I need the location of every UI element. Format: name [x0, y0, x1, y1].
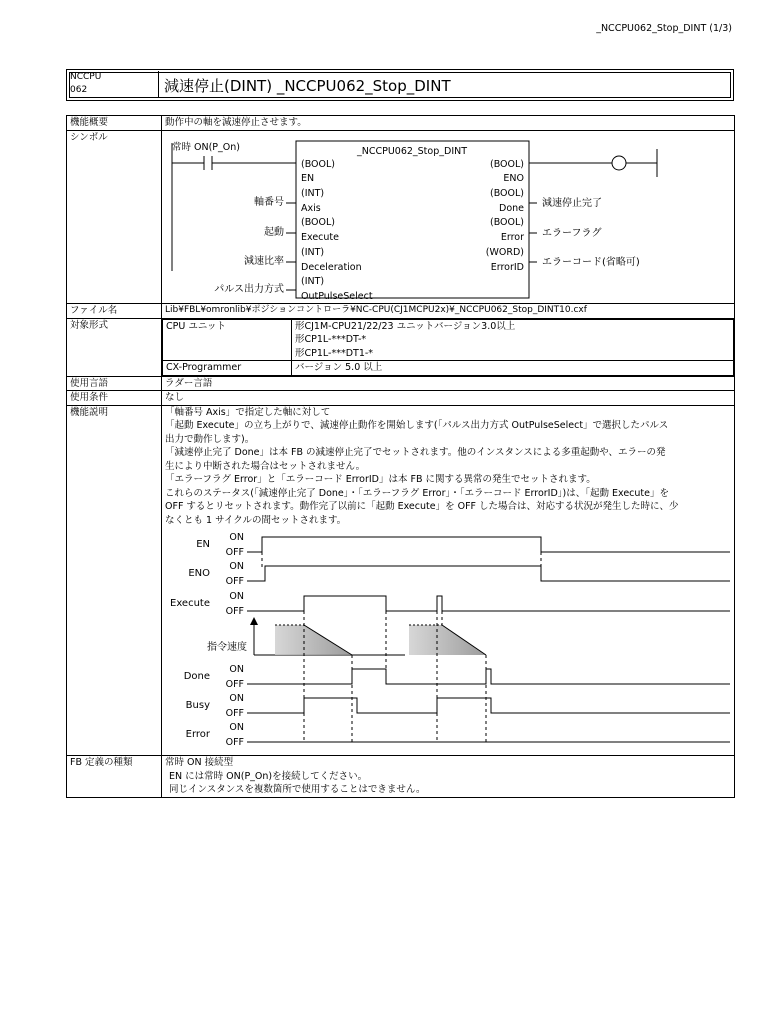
signal-label-en: EN	[196, 539, 210, 550]
fb-type-line: EN には常時 ON(P_On)を接続してください。	[169, 770, 368, 782]
speed-arrow-icon	[250, 617, 258, 625]
symbol-label: シンボル	[67, 130, 162, 304]
language-row	[67, 376, 735, 391]
input-name-execute: Execute	[301, 231, 339, 243]
title-box	[66, 69, 734, 101]
off-label: OFF	[225, 547, 244, 558]
speed-label: 指令速度	[207, 642, 247, 653]
target-row	[67, 318, 735, 376]
cpu-label: CPU ユニット	[163, 319, 292, 361]
output-label-error: エラーフラグ	[542, 227, 602, 239]
off-label: OFF	[225, 679, 244, 690]
description-line: OFF するとリセットされます。動作完了以前に「起動 Execute」を OFF した場合は、対応する状況が発生した時に、少	[165, 501, 679, 512]
page-header: _NCCPU062_Stop_DINT (1/3)	[596, 23, 732, 34]
output-type-error: (BOOL)	[489, 216, 524, 228]
off-label: OFF	[225, 737, 244, 748]
description-line: 「軸番号 Axis」で指定した軸に対して	[165, 406, 331, 418]
output-label-errorid: エラーコード(省略可)	[542, 256, 640, 268]
off-label: OFF	[225, 606, 244, 617]
language-text: ラダー言語	[162, 376, 735, 391]
signal-wave-execute	[247, 596, 730, 611]
description-line: なくとも 1 サイクルの間セットされます。	[165, 514, 347, 526]
cpu-line: 形CP1L-***DT1-*	[295, 347, 374, 359]
signal-label-execute: Execute	[170, 598, 210, 609]
on-label: ON	[229, 591, 244, 602]
on-label: ON	[229, 693, 244, 704]
on-label: ON	[229, 561, 244, 572]
cx-text: バージョン 5.0 以上	[292, 361, 734, 376]
signal-wave-done	[247, 669, 730, 684]
file-row	[67, 304, 735, 319]
output-name-eno: ENO	[503, 172, 524, 184]
input-type-pulse: (INT)	[301, 275, 325, 287]
signal-label-error: Error	[185, 729, 210, 740]
description-row	[67, 405, 735, 756]
output-name-error: Error	[500, 231, 524, 243]
symbol-row	[67, 130, 735, 304]
conditions-text: なし	[162, 391, 735, 406]
cx-label: CX-Programmer	[163, 361, 292, 376]
off-label: OFF	[225, 708, 244, 719]
cpu-line: 形CP1L-***DT-*	[295, 334, 367, 345]
input-type-axis: (INT)	[301, 187, 325, 199]
input-name-en: EN	[301, 172, 315, 184]
fb-type-line: 常時 ON 接続型	[165, 757, 234, 768]
description-label: 機能説明	[67, 405, 162, 756]
input-type-en: (BOOL)	[301, 158, 336, 170]
language-label: 使用言語	[67, 376, 162, 391]
input-label-decel: 減速比率	[244, 255, 284, 267]
fb-type-row	[67, 756, 735, 798]
output-label-done: 減速停止完了	[542, 197, 602, 209]
description-line: 「エラーフラグ Error」と「エラーコード ErrorID」は本 FB に関する異常の発生でセットされます。	[165, 474, 596, 485]
fb-code: NCCPU 062	[70, 71, 159, 97]
fb-name: _NCCPU062_Stop_DINT	[356, 145, 468, 157]
on-label: ON	[229, 664, 244, 675]
conditions-row	[67, 391, 735, 406]
off-label: OFF	[225, 576, 244, 587]
signal-wave-busy	[247, 698, 730, 713]
speed-profile	[275, 625, 352, 655]
description-line: 「起動 Execute」の立ち上がりで、減速停止動作を開始します(「パルス出力方式 OutPulseSelect」で選択したパルス	[165, 420, 669, 431]
input-type-decel: (INT)	[301, 246, 325, 258]
input-label-axis: 軸番号	[254, 196, 284, 208]
on-label: ON	[229, 532, 244, 543]
description-line: これらのステータス(「減速停止完了 Done」・「エラーフラグ Error」・「エラーコード ErrorID」)は、「起動 Execute」を	[165, 487, 669, 499]
overview-text: 動作中の軸を減速停止させます。	[162, 116, 735, 131]
description-line: 「減速停止完了 Done」は本 FB の減速停止完了でセットされます。他のインスタンスによる多重起動や、エラーの発	[165, 447, 666, 458]
input-type-execute: (BOOL)	[301, 216, 336, 228]
output-type-eno: (BOOL)	[489, 158, 524, 170]
page-title: 減速停止(DINT) _NCCPU062_Stop_DINT	[164, 77, 451, 95]
file-text: Lib¥FBL¥omronlib¥ポジションコントローラ¥NC-CPU(CJ1MCPU2x)¥_NCCPU062_Stop_DINT10.cxf	[162, 304, 735, 319]
output-type-errorid: (WORD)	[485, 246, 524, 258]
signal-label-eno: ENO	[188, 568, 210, 579]
conditions-label: 使用条件	[67, 391, 162, 406]
speed-profile	[409, 625, 486, 655]
input-name-decel: Deceleration	[301, 261, 362, 273]
signal-wave-en	[247, 537, 730, 552]
overview-row	[67, 116, 735, 131]
target-label: 対象形式	[67, 318, 162, 376]
input-label-execute: 起動	[264, 226, 284, 238]
fb-symbol-diagram	[162, 131, 734, 299]
signal-wave-eno	[247, 566, 730, 581]
fb-type-line: 同じインスタンスを複数箇所で使用することはできません。	[169, 784, 426, 795]
on-label: ON	[229, 722, 244, 733]
file-label: ファイル名	[67, 304, 162, 319]
cpu-line: 形CJ1M-CPU21/22/23 ユニットバージョン3.0以上	[295, 320, 516, 332]
signal-label-done: Done	[183, 671, 210, 682]
output-name-errorid: ErrorID	[490, 261, 524, 273]
input-label-pulse: パルス出力方式	[214, 283, 284, 295]
output-coil-icon	[612, 156, 626, 170]
timing-chart	[165, 527, 737, 755]
output-type-done: (BOOL)	[489, 187, 524, 199]
spec-table	[66, 115, 735, 798]
input-name-axis: Axis	[301, 202, 321, 214]
fb-type-label: FB 定義の種類	[67, 756, 162, 798]
output-name-done: Done	[499, 202, 524, 214]
signal-label-busy: Busy	[185, 700, 210, 711]
input-name-pulse: OutPulseSelect	[301, 290, 373, 299]
overview-label: 機能概要	[67, 116, 162, 131]
description-line: 生により中断された場合はセットされません。	[165, 460, 366, 472]
description-line: 出力で動作します)。	[165, 433, 255, 445]
always-on-label: 常時 ON(P_On)	[172, 141, 240, 153]
